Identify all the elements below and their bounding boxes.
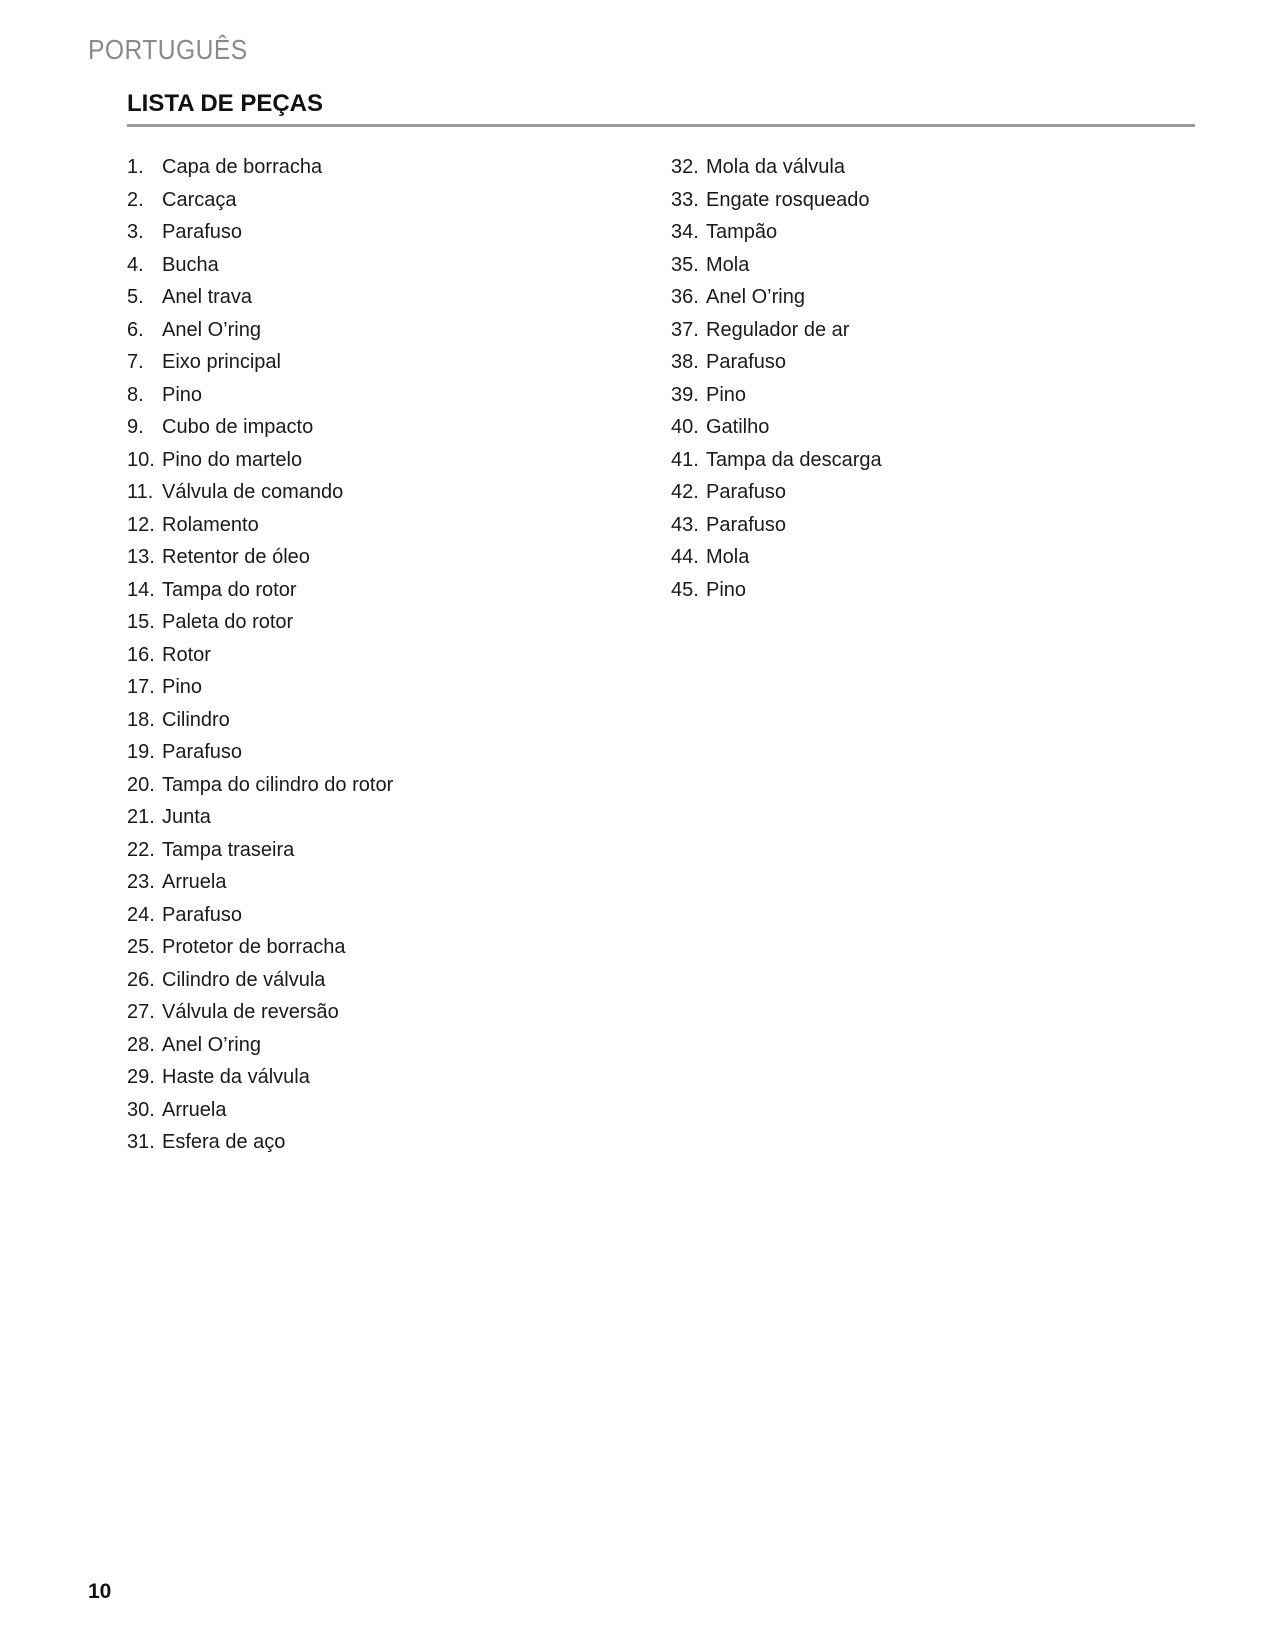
part-name: Pino do martelo (162, 448, 303, 471)
part-list-item (127, 866, 393, 899)
part-name: Pino (162, 676, 203, 698)
part-name: Arruela (162, 1098, 227, 1121)
part-list-item (127, 671, 393, 704)
part-number: 43. (671, 513, 699, 536)
part-list-item (671, 444, 882, 477)
part-number: 35. (671, 253, 699, 276)
part-list-item (127, 801, 393, 834)
part-name: Esfera de aço (162, 1131, 286, 1153)
part-number: 1. (127, 156, 144, 178)
part-number: 21. (127, 806, 155, 828)
part-number: 3. (127, 221, 144, 243)
part-list-item (671, 509, 882, 542)
part-name: Tampão (706, 221, 778, 243)
part-list-item (671, 151, 882, 184)
part-list-item (127, 346, 393, 379)
part-list-item (127, 996, 393, 1029)
part-number: 36. (671, 286, 699, 308)
section-title: LISTA DE PEÇAS (127, 90, 324, 117)
part-name: Anel trava (162, 286, 253, 308)
part-number: 33. (671, 188, 699, 211)
part-name: Válvula de comando (162, 481, 344, 503)
part-list-item (127, 834, 393, 867)
part-list-item (127, 509, 393, 542)
part-list-item (127, 184, 393, 217)
part-list-item (127, 931, 393, 964)
part-list-item (127, 476, 393, 509)
part-number: 26. (127, 968, 155, 991)
part-number: 29. (127, 1066, 155, 1088)
part-number: 30. (127, 1098, 155, 1121)
part-number: 12. (127, 513, 155, 536)
part-name: Mola (706, 546, 750, 568)
part-name: Parafuso (162, 221, 243, 243)
part-name: Rolamento (162, 513, 259, 536)
part-name: Carcaça (162, 188, 237, 211)
part-list-item (671, 184, 882, 217)
part-number: 28. (127, 1033, 155, 1056)
part-list-item (127, 899, 393, 932)
part-name: Parafuso (162, 741, 243, 763)
part-number: 42. (671, 481, 699, 503)
part-name: Pino (706, 578, 747, 601)
part-number: 8. (127, 383, 144, 406)
part-number: 17. (127, 676, 155, 698)
part-name: Parafuso (706, 351, 787, 373)
part-name: Eixo principal (162, 351, 281, 373)
part-list-item (127, 736, 393, 769)
part-list-item (671, 541, 882, 574)
part-name: Capa de borracha (162, 156, 323, 178)
part-list-item (671, 281, 882, 314)
part-number: 45. (671, 578, 699, 601)
part-list-item (127, 606, 393, 639)
part-name: Cilindro de válvula (162, 968, 326, 991)
part-name: Engate rosqueado (706, 188, 870, 211)
part-list-item (127, 411, 393, 444)
part-name: Rotor (162, 643, 211, 666)
part-name: Tampa do rotor (162, 578, 297, 601)
part-name: Anel O’ring (162, 1033, 261, 1056)
part-number: 32. (671, 156, 699, 178)
part-name: Retentor de óleo (162, 546, 310, 568)
part-name: Haste da válvula (162, 1066, 310, 1088)
parts-list-right-column (671, 151, 882, 606)
part-number: 23. (127, 871, 155, 893)
page-number: 10 (88, 1580, 112, 1603)
part-list-item (127, 1029, 393, 1062)
part-name: Anel O’ring (706, 286, 805, 308)
part-list-item (127, 1061, 393, 1094)
part-name: Mola da válvula (706, 156, 845, 178)
part-list-item (127, 1126, 393, 1159)
part-number: 39. (671, 383, 699, 406)
part-list-item (671, 476, 882, 509)
part-name: Regulador de ar (706, 318, 850, 341)
part-number: 22. (127, 838, 155, 861)
part-list-item (127, 574, 393, 607)
part-number: 44. (671, 546, 699, 568)
part-name: Pino (706, 383, 747, 406)
part-list-item (127, 216, 393, 249)
part-name: Mola (706, 253, 750, 276)
parts-list-left-column (127, 151, 393, 1159)
part-list-item (127, 964, 393, 997)
part-number: 34. (671, 221, 699, 243)
part-name: Parafuso (162, 903, 243, 926)
title-divider (127, 124, 1195, 127)
part-number: 13. (127, 546, 155, 568)
part-name: Paleta do rotor (162, 611, 294, 633)
part-number: 15. (127, 611, 155, 633)
part-number: 37. (671, 318, 699, 341)
part-list-item (127, 281, 393, 314)
part-number: 24. (127, 903, 155, 926)
part-number: 14. (127, 578, 155, 601)
part-number: 38. (671, 351, 699, 373)
part-number: 41. (671, 448, 699, 471)
part-number: 18. (127, 708, 155, 731)
part-number: 40. (671, 416, 699, 438)
part-number: 11. (127, 481, 154, 503)
part-list-item (127, 151, 393, 184)
part-name: Pino (162, 383, 203, 406)
language-label: PORTUGUÊS (88, 34, 248, 65)
part-name: Cubo de impacto (162, 416, 314, 438)
part-list-item (127, 541, 393, 574)
part-number: 7. (127, 351, 144, 373)
part-name: Válvula de reversão (162, 1001, 339, 1023)
part-number: 9. (127, 416, 144, 438)
part-list-item (671, 249, 882, 282)
part-number: 20. (127, 773, 155, 796)
part-number: 19. (127, 741, 155, 763)
part-name: Tampa do cilindro do rotor (162, 773, 394, 796)
part-number: 6. (127, 318, 144, 341)
part-list-item (127, 1094, 393, 1127)
part-name: Tampa da descarga (706, 448, 882, 471)
part-list-item (671, 574, 882, 607)
part-list-item (671, 379, 882, 412)
part-name: Protetor de borracha (162, 936, 346, 958)
part-name: Parafuso (706, 513, 787, 536)
part-list-item (127, 379, 393, 412)
part-list-item (127, 314, 393, 347)
part-number: 25. (127, 936, 155, 958)
part-name: Junta (162, 806, 211, 828)
part-list-item (671, 411, 882, 444)
part-list-item (127, 444, 393, 477)
part-list-item (127, 769, 393, 802)
part-number: 16. (127, 643, 155, 666)
part-name: Cilindro (162, 708, 230, 731)
part-number: 2. (127, 188, 144, 211)
part-list-item (127, 249, 393, 282)
part-name: Gatilho (706, 416, 770, 438)
part-name: Parafuso (706, 481, 787, 503)
part-name: Anel O’ring (162, 318, 261, 341)
part-list-item (671, 216, 882, 249)
part-list-item (127, 704, 393, 737)
part-number: 27. (127, 1001, 155, 1023)
part-number: 5. (127, 286, 144, 308)
part-name: Arruela (162, 871, 227, 893)
part-name: Tampa traseira (162, 838, 295, 861)
part-number: 4. (127, 253, 144, 276)
part-list-item (671, 346, 882, 379)
part-list-item (671, 314, 882, 347)
part-name: Bucha (162, 253, 219, 276)
part-number: 31. (127, 1131, 155, 1153)
part-list-item (127, 639, 393, 672)
part-number: 10. (127, 448, 155, 471)
